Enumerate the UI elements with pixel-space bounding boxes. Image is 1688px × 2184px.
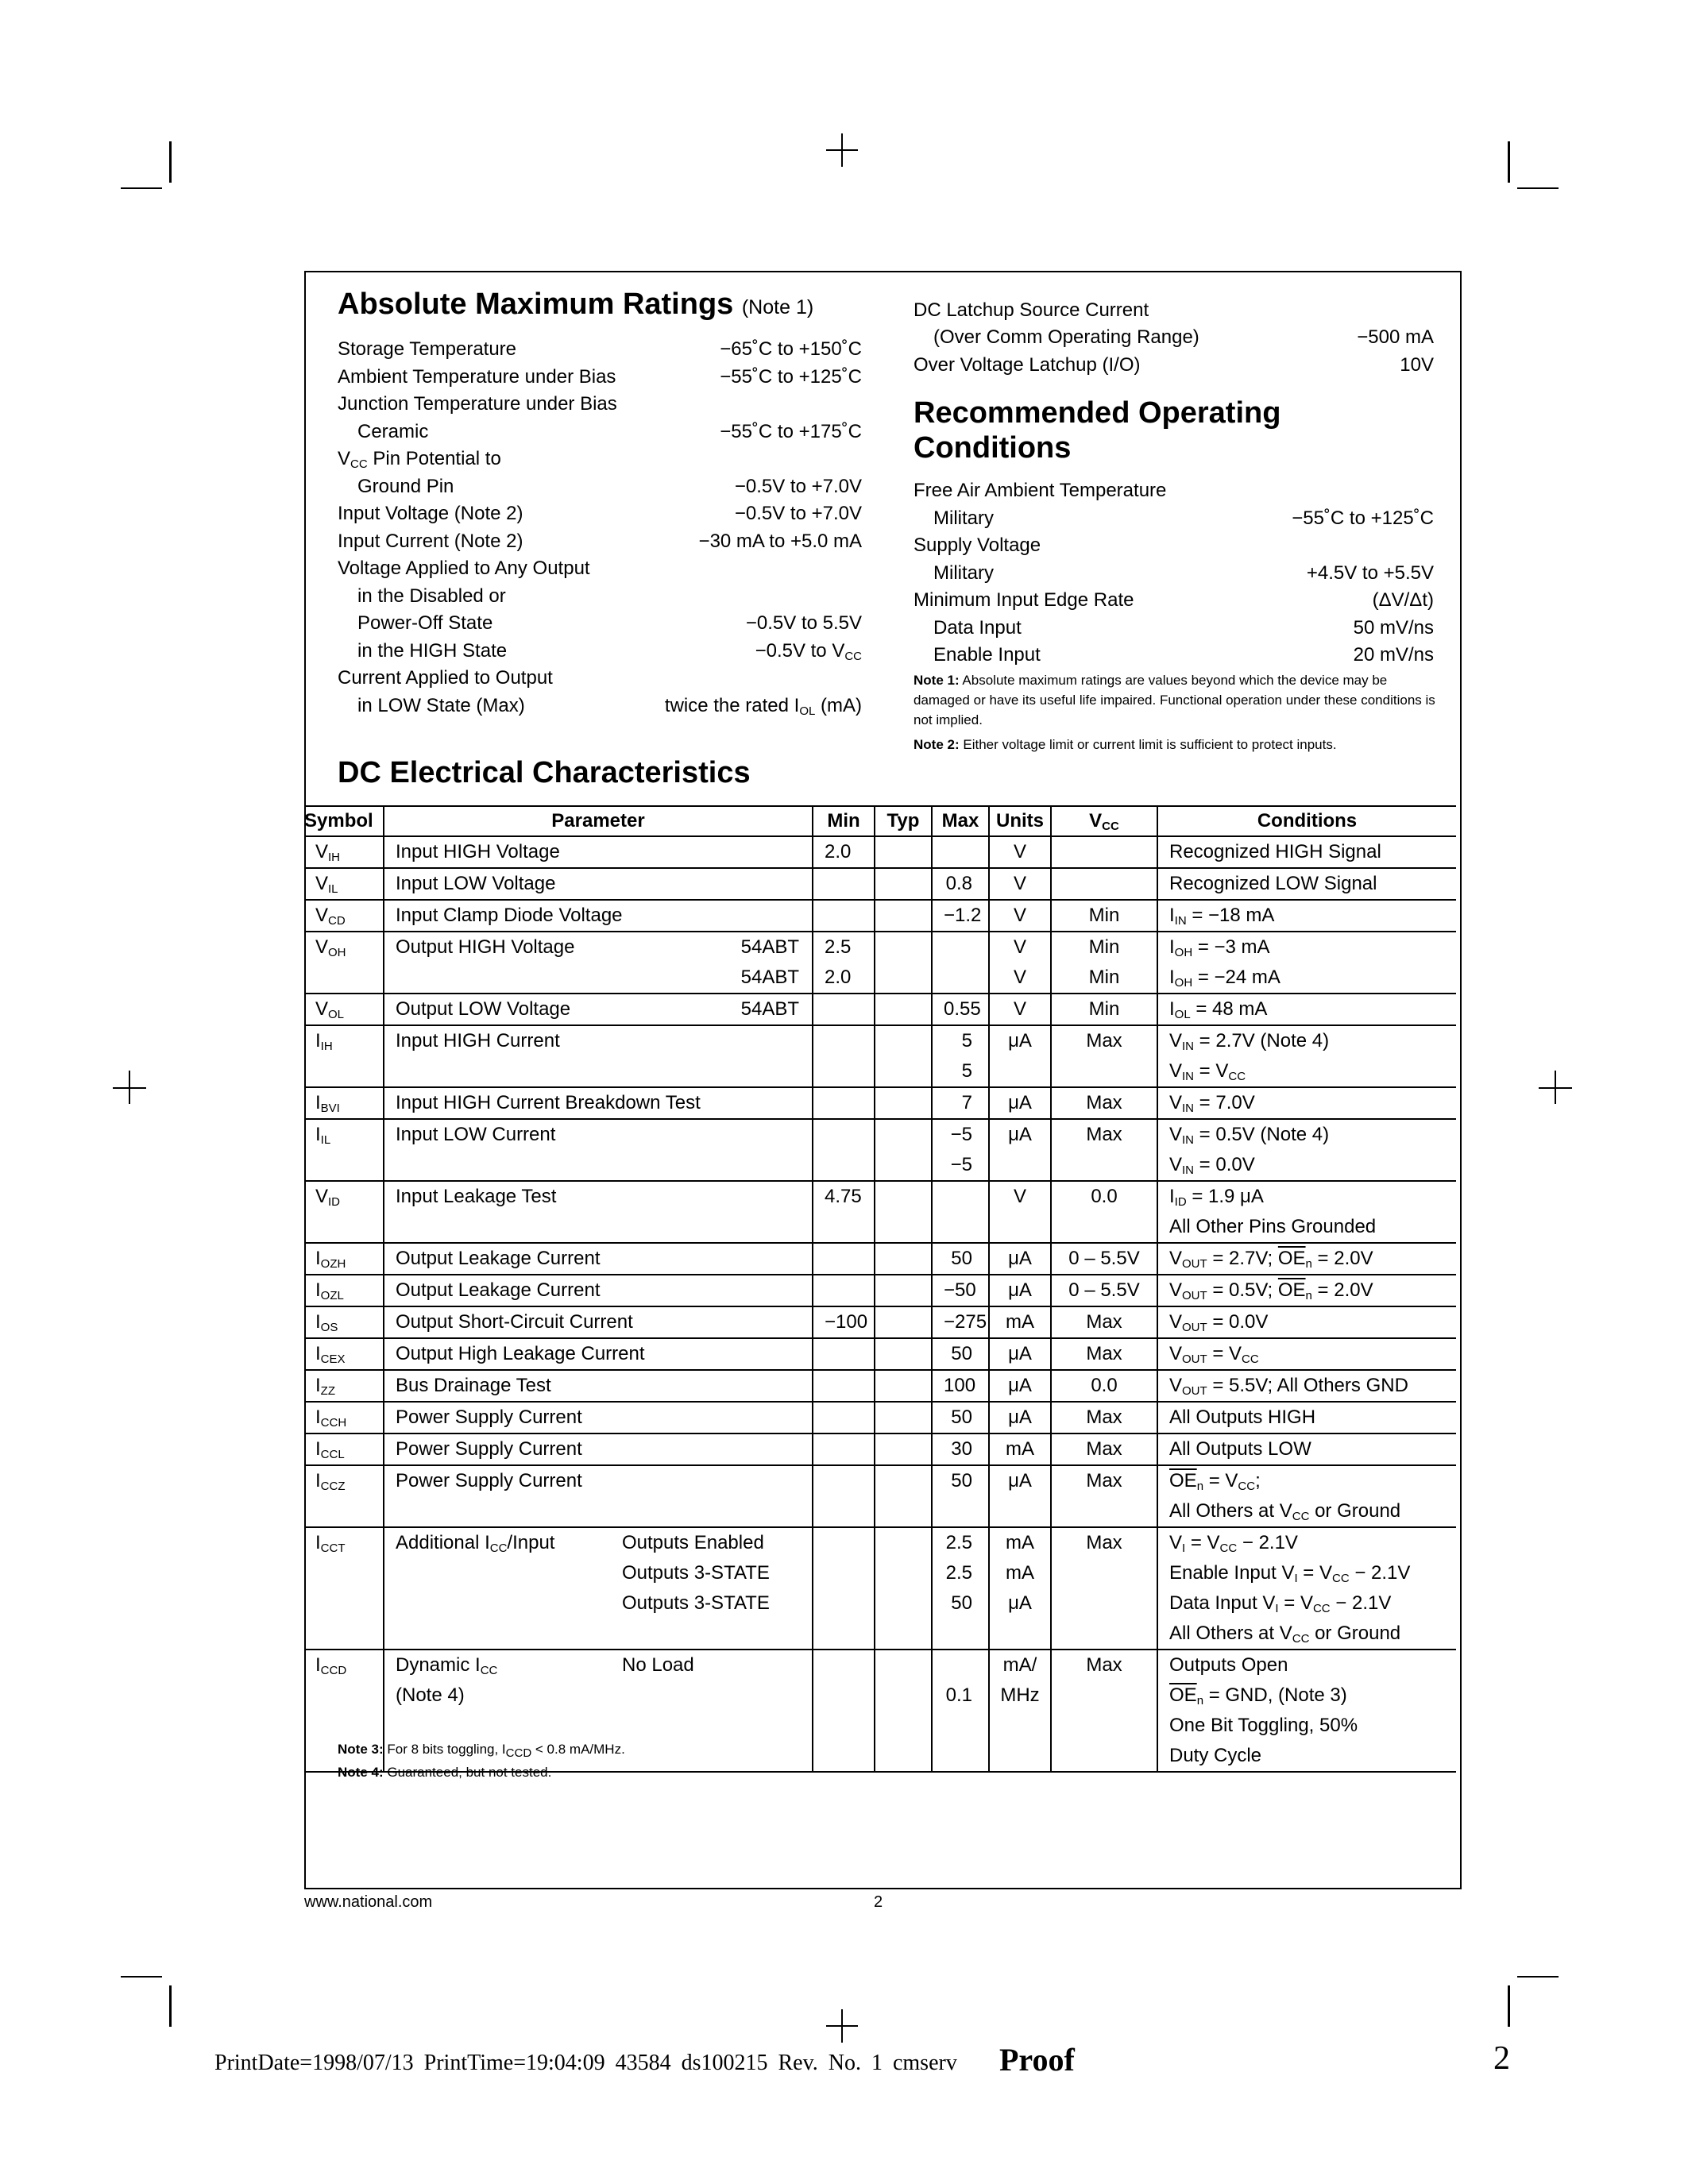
list-item: in LOW State (Max) twice the rated $I_{OL}$ (mA) (357, 695, 862, 718)
list-item: Ambient Temperature under Bias −55˚C to +125˚C (338, 366, 862, 388)
col-max: Max (932, 806, 989, 836)
cell-conditions: Outputs Open $\overline{OE}_n$ = GND, (Note 3) One Bit Toggling, 50% Duty Cycle (1157, 1650, 1456, 1772)
cell-parameter: Power Supply Current (384, 1465, 813, 1527)
cell-min (813, 1370, 875, 1402)
cell-typ (875, 1087, 932, 1119)
cell-typ (875, 1527, 932, 1650)
cell-symbol: $I_{CCZ}$ (304, 1465, 384, 1527)
cell-vcc (1051, 868, 1157, 900)
table-row (304, 1181, 1456, 1243)
cell-min (813, 900, 875, 932)
cell-min (813, 1433, 875, 1465)
cell-typ (875, 1119, 932, 1181)
cell-symbol: $V_{IL}$ (304, 868, 384, 900)
cell-parameter: Output Leakage Current (384, 1243, 813, 1275)
cell-units: μA (989, 1402, 1051, 1433)
cell-parameter: Power Supply Current (384, 1402, 813, 1433)
cell-max: 0.1 (932, 1650, 989, 1772)
proof-label: Proof (999, 2042, 1075, 2078)
table-row (304, 1119, 1456, 1181)
cell-max: 50 (932, 1465, 989, 1527)
cell-units: μA (989, 1243, 1051, 1275)
cell-conditions: $V_{IN} = 7.0V$ (1157, 1087, 1456, 1119)
cell-max: 100 (932, 1370, 989, 1402)
cell-max: 50 (932, 1402, 989, 1433)
cell-parameter: Output HIGH Voltage 54ABT 54ABT (384, 932, 813, 994)
table-row (304, 1306, 1456, 1338)
cell-min (813, 1119, 875, 1181)
cell-max: 50 (932, 1243, 989, 1275)
list-item: Input Current (Note 2) −30 mA to +5.0 mA (338, 531, 862, 552)
cell-typ (875, 1338, 932, 1370)
cell-vcc: Min (1051, 900, 1157, 932)
col-symbol: Symbol (304, 806, 384, 836)
page-number: 2 (874, 1893, 883, 1911)
cell-max: −1.2 (932, 900, 989, 932)
cell-units: V (989, 994, 1051, 1025)
list-item: $V_{CC}$ Pin Potential to (338, 448, 501, 471)
cell-symbol: $I_{OS}$ (304, 1306, 384, 1338)
table-row (304, 900, 1456, 932)
cell-conditions: $V_{OUT} = 0.0V$ (1157, 1306, 1456, 1338)
cell-units: V (989, 900, 1051, 932)
cell-vcc: Max (1051, 1527, 1157, 1650)
cell-max: 7 (932, 1087, 989, 1119)
cell-conditions: $V_{OUT} = 5.5V$; All Others GND (1157, 1370, 1456, 1402)
cell-max: 0.8 (932, 868, 989, 900)
cell-parameter: Input HIGH Current (384, 1025, 813, 1087)
cell-conditions: $V_{OUT} = 2.7V$; $\overline{OE}_n = 2.0V$ (1157, 1243, 1456, 1275)
dc-table (304, 805, 1456, 1773)
cell-typ (875, 994, 932, 1025)
cell-max: 0.55 (932, 994, 989, 1025)
cell-min: 4.75 (813, 1181, 875, 1243)
cell-conditions: $V_{IN} = 0.5V$ (Note 4) $V_{IN} = 0.0V$ (1157, 1119, 1456, 1181)
cell-parameter: Dynamic $I_{CC}$ No Load (Note 4) (384, 1650, 813, 1772)
cell-typ (875, 1402, 932, 1433)
col-vcc: $V_{CC}$ (1051, 806, 1157, 836)
cell-parameter: Input Leakage Test (384, 1181, 813, 1243)
cell-conditions: $\overline{OE}_n = V_{CC}$; All Others at $V_{CC}$ or Ground (1157, 1465, 1456, 1527)
cell-min (813, 1338, 875, 1370)
cell-vcc: 0.0 (1051, 1181, 1157, 1243)
list-item: Military +4.5V to +5.5V (933, 562, 1434, 584)
cell-parameter: Input LOW Voltage (384, 868, 813, 900)
cell-parameter: Additional $I_{CC}$/Input Outputs Enabled Outputs 3-STATE Outputs 3-STATE (384, 1527, 813, 1650)
cell-conditions: All Outputs LOW (1157, 1433, 1456, 1465)
cell-conditions: All Outputs HIGH (1157, 1402, 1456, 1433)
cell-units: μA (989, 1275, 1051, 1306)
list-item: Free Air Ambient Temperature (914, 480, 1167, 501)
cell-max: 2.5 2.5 50 (932, 1527, 989, 1650)
table-row (304, 868, 1456, 900)
list-item: Ceramic −55˚C to +175˚C (357, 421, 862, 442)
cell-vcc: 0 – 5.5V (1051, 1243, 1157, 1275)
cell-units: V (989, 868, 1051, 900)
table-header-row (304, 806, 1456, 836)
cell-max: −5 −5 (932, 1119, 989, 1181)
cell-symbol: $I_{BVI}$ (304, 1087, 384, 1119)
cell-min (813, 1025, 875, 1087)
cell-symbol: $V_{CD}$ (304, 900, 384, 932)
cell-units: μA (989, 1119, 1051, 1181)
cell-parameter: Input LOW Current (384, 1119, 813, 1181)
col-typ: Typ (875, 806, 932, 836)
cell-vcc (1051, 836, 1157, 868)
table-row (304, 836, 1456, 868)
cell-symbol: $I_{CCT}$ (304, 1527, 384, 1650)
cell-max: −50 (932, 1275, 989, 1306)
list-item: Power-Off State −0.5V to 5.5V (357, 612, 862, 634)
cell-units: μA (989, 1465, 1051, 1527)
cell-conditions: $I_{IN} = -18$ mA (1157, 900, 1456, 932)
page-number-large: 2 (1493, 2040, 1510, 2077)
cell-units: mA mA μA (989, 1527, 1051, 1650)
cell-vcc: Max (1051, 1402, 1157, 1433)
cell-typ (875, 932, 932, 994)
list-item: Current Applied to Output (338, 667, 553, 689)
cell-conditions: Recognized HIGH Signal (1157, 836, 1456, 868)
cell-vcc: Max (1051, 1306, 1157, 1338)
crop-mark (121, 187, 162, 189)
cell-parameter: Power Supply Current (384, 1433, 813, 1465)
cell-max: 30 (932, 1433, 989, 1465)
cell-symbol: $I_{OZH}$ (304, 1243, 384, 1275)
crop-mark (1508, 141, 1510, 183)
list-item: Ground Pin −0.5V to +7.0V (357, 476, 862, 497)
cell-min (813, 1402, 875, 1433)
cell-symbol: $I_{IL}$ (304, 1119, 384, 1181)
website: www.national.com (304, 1893, 433, 1911)
col-parameter: Parameter (384, 806, 813, 836)
cell-conditions: Recognized LOW Signal (1157, 868, 1456, 900)
cell-vcc: 0 – 5.5V (1051, 1275, 1157, 1306)
cell-min (813, 1243, 875, 1275)
cell-vcc: Min Min (1051, 932, 1157, 994)
rec-op-title: Recommended Operating Conditions (914, 396, 1281, 465)
cell-min (813, 1465, 875, 1527)
crop-mark (1517, 1976, 1559, 1978)
cell-typ (875, 1025, 932, 1087)
cell-parameter: Output Leakage Current (384, 1275, 813, 1306)
cell-typ (875, 1465, 932, 1527)
list-item: (Over Comm Operating Range) −500 mA (933, 326, 1434, 348)
col-min: Min (813, 806, 875, 836)
cell-conditions: $I_{OL} = 48$ mA (1157, 994, 1456, 1025)
cell-typ (875, 1243, 932, 1275)
cell-conditions: $V_{IN} = 2.7V$ (Note 4) $V_{IN} = V_{CC}$ (1157, 1025, 1456, 1087)
cell-parameter: Output LOW Voltage 54ABT (384, 994, 813, 1025)
cell-vcc: Max (1051, 1025, 1157, 1087)
cell-units: μA (989, 1370, 1051, 1402)
cell-symbol: $V_{IH}$ (304, 836, 384, 868)
table-row (304, 1243, 1456, 1275)
list-item: Minimum Input Edge Rate (ΔV/Δt) (914, 589, 1434, 611)
list-item: Junction Temperature under Bias (338, 393, 617, 415)
cell-vcc: Max (1051, 1087, 1157, 1119)
cell-min: 2.0 (813, 836, 875, 868)
list-item: Storage Temperature −65˚C to +150˚C (338, 338, 862, 360)
registration-mark (826, 2025, 858, 2027)
cell-conditions: $V_{OUT} = 0.5V$; $\overline{OE}_n = 2.0V$ (1157, 1275, 1456, 1306)
list-item: in the HIGH State −0.5V to $V_{CC}$ (357, 640, 862, 663)
cell-min: −100 (813, 1306, 875, 1338)
cell-vcc: Max (1051, 1433, 1157, 1465)
table-row (304, 932, 1456, 994)
cell-parameter: Output High Leakage Current (384, 1338, 813, 1370)
cell-units: mA (989, 1306, 1051, 1338)
cell-vcc: Max (1051, 1119, 1157, 1181)
dc-title: DC Electrical Characteristics (338, 756, 751, 789)
cell-parameter: Output Short-Circuit Current (384, 1306, 813, 1338)
cell-conditions: $V_I = V_{CC} - 2.1V$ Enable Input $V_I = V_{CC} - 2.1V$ Data Input $V_I = V_{CC} - 2.1V$ All Others at $V_{CC}$ or Ground (1157, 1527, 1456, 1650)
cell-typ (875, 1306, 932, 1338)
cell-typ (875, 836, 932, 868)
table-row (304, 1370, 1456, 1402)
cell-symbol: $I_{OZL}$ (304, 1275, 384, 1306)
cell-min (813, 868, 875, 900)
cell-parameter: Input HIGH Current Breakdown Test (384, 1087, 813, 1119)
crop-mark (1517, 187, 1559, 189)
cell-symbol: $V_{ID}$ (304, 1181, 384, 1243)
table-row (304, 1338, 1456, 1370)
cell-min (813, 994, 875, 1025)
notes-bottom: Note 3: For 8 bits toggling, $I_{CCD} < 0.8$ mA/MHz. Note 4: Guaranteed, but not tested. (338, 1742, 625, 1780)
registration-mark (826, 149, 858, 151)
cell-symbol: $I_{CCD}$ (304, 1650, 384, 1772)
print-line: PrintDate=1998/07/13 PrintTime=19:04:09 43584 ds100215 Rev. No. 1 cmserv (214, 2051, 957, 2075)
cell-parameter: Input Clamp Diode Voltage (384, 900, 813, 932)
crop-mark (169, 141, 172, 183)
cell-vcc: Max (1051, 1465, 1157, 1527)
cell-typ (875, 1370, 932, 1402)
registration-mark (1539, 1087, 1572, 1089)
registration-mark (113, 1087, 146, 1089)
table-row (304, 1465, 1456, 1527)
cell-vcc: Max (1051, 1650, 1157, 1772)
cell-max: 5 5 (932, 1025, 989, 1087)
cell-max: −275 (932, 1306, 989, 1338)
table-row (304, 1087, 1456, 1119)
list-item: DC Latchup Source Current (914, 299, 1149, 321)
table-row (304, 994, 1456, 1025)
cell-symbol: $V_{OL}$ (304, 994, 384, 1025)
list-item: Enable Input 20 mV/ns (933, 644, 1434, 666)
list-item: Data Input 50 mV/ns (933, 617, 1434, 639)
cell-units: μA (989, 1087, 1051, 1119)
list-item: Over Voltage Latchup (I/O) 10V (914, 354, 1434, 376)
list-item: Supply Voltage (914, 534, 1041, 556)
cell-units: μA (989, 1025, 1051, 1087)
col-units: Units (989, 806, 1051, 836)
cell-typ (875, 900, 932, 932)
cell-symbol: $V_{OH}$ (304, 932, 384, 994)
notes-top: Note 1: Absolute maximum ratings are values beyond which the device may be damaged or have its useful life impaired. Functional operation under these conditions is not implied. Note 2: Either voltage limit or current limit is sufficient to protect inputs. (914, 673, 1435, 752)
cell-max (932, 836, 989, 868)
cell-typ (875, 1275, 932, 1306)
list-item: in the Disabled or (357, 585, 506, 607)
cell-conditions: $I_{OH} = -3$ mA $I_{OH} = -24$ mA (1157, 932, 1456, 994)
cell-symbol: $I_{CEX}$ (304, 1338, 384, 1370)
cell-min: 2.5 2.0 (813, 932, 875, 994)
cell-conditions: $V_{OUT} = V_{CC}$ (1157, 1338, 1456, 1370)
cell-units: mA (989, 1433, 1051, 1465)
cell-conditions: $I_{ID} = 1.9$ μA All Other Pins Grounded (1157, 1181, 1456, 1243)
cell-typ (875, 868, 932, 900)
abs-max-title: Absolute Maximum Ratings (Note 1) (338, 287, 814, 321)
crop-mark (1508, 1985, 1510, 2027)
cell-typ (875, 1181, 932, 1243)
cell-units: V V (989, 932, 1051, 994)
cell-max: 50 (932, 1338, 989, 1370)
cell-symbol: $I_{CCL}$ (304, 1433, 384, 1465)
cell-units: mA/ MHz (989, 1650, 1051, 1772)
cell-symbol: $I_{CCH}$ (304, 1402, 384, 1433)
cell-vcc: Min (1051, 994, 1157, 1025)
cell-parameter: Bus Drainage Test (384, 1370, 813, 1402)
cell-max (932, 932, 989, 994)
cell-min (813, 1087, 875, 1119)
cell-parameter: Input HIGH Voltage (384, 836, 813, 868)
cell-units: V (989, 1181, 1051, 1243)
cell-symbol: $I_{IH}$ (304, 1025, 384, 1087)
table-row (304, 1527, 1456, 1650)
cell-units: V (989, 836, 1051, 868)
crop-mark (121, 1976, 162, 1978)
crop-mark (169, 1985, 172, 2027)
list-item: Input Voltage (Note 2) −0.5V to +7.0V (338, 503, 862, 524)
cell-units: μA (989, 1338, 1051, 1370)
list-item: Military −55˚C to +125˚C (933, 507, 1434, 529)
table-row (304, 1275, 1456, 1306)
table-row (304, 1433, 1456, 1465)
table-row (304, 1025, 1456, 1087)
list-item: Voltage Applied to Any Output (338, 558, 590, 579)
cell-vcc: Max (1051, 1338, 1157, 1370)
cell-symbol: $I_{ZZ}$ (304, 1370, 384, 1402)
table-row (304, 1402, 1456, 1433)
cell-typ (875, 1433, 932, 1465)
cell-vcc: 0.0 (1051, 1370, 1157, 1402)
cell-min (813, 1275, 875, 1306)
cell-min (813, 1527, 875, 1650)
cell-max (932, 1181, 989, 1243)
col-conditions: Conditions (1157, 806, 1456, 836)
